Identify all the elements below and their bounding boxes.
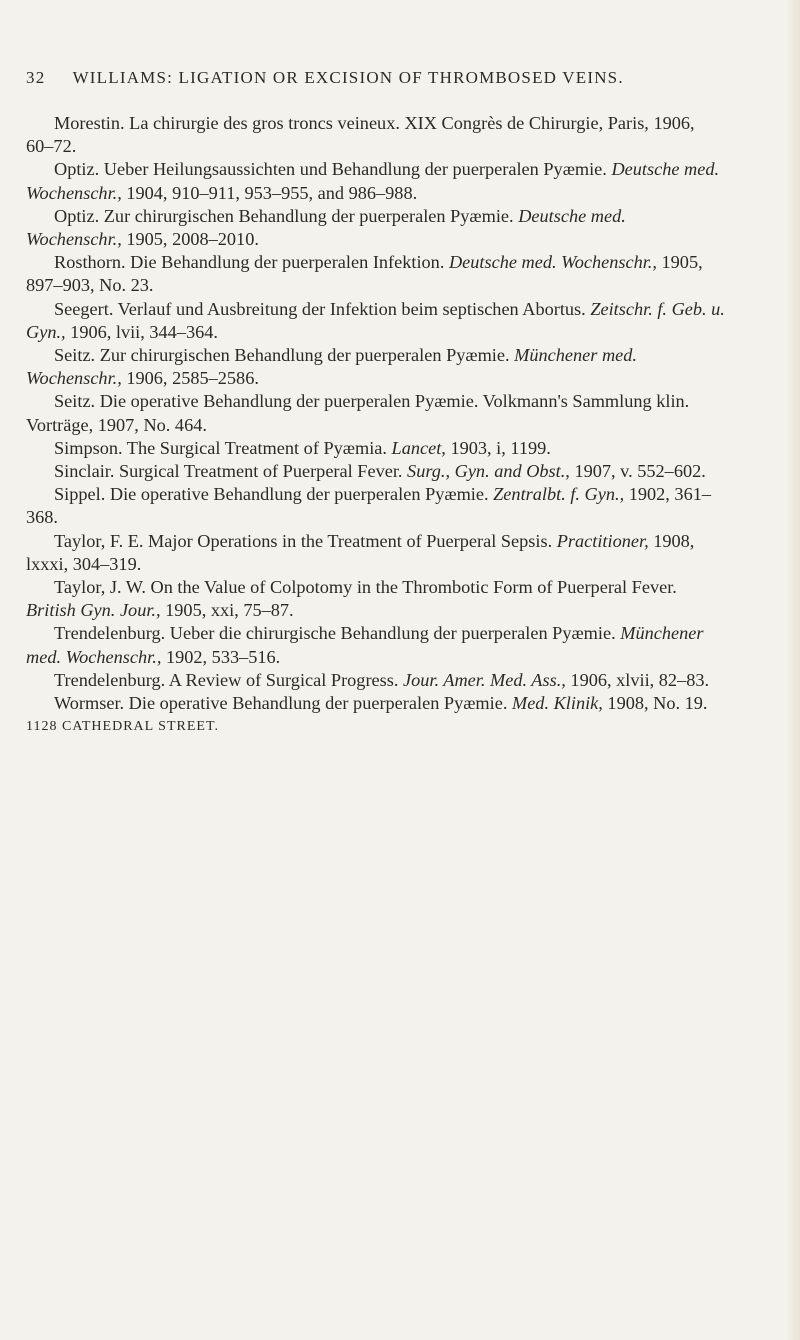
- reference-entry: Sippel. Die operative Behandlung der puerperalen Pyæmie. Zentralbt. f. Gyn., 1902, 361–368.: [26, 484, 711, 528]
- reference-entry: Morestin. La chirurgie des gros troncs veineux. XIX Congrès de Chirurgie, Paris, 1906, 60–72.: [26, 113, 695, 157]
- author-address: 1128 CATHEDRAL STREET.: [26, 719, 219, 735]
- running-title: WILLIAMS: LIGATION OR EXCISION OF THROMBOSED VEINS.: [72, 68, 624, 87]
- reference-entry: Trendelenburg. Ueber die chirurgische Behandlung der puerperalen Pyæmie. Münchener med. Wochenschr., 1902, 533–516.: [26, 623, 704, 667]
- reference-list: [26, 112, 726, 739]
- reference-entry: Seegert. Verlauf und Ausbreitung der Infektion beim septischen Abortus. Zeitschr. f. Geb. u. Gyn., 1906, lvii, 344–364.: [26, 298, 725, 342]
- reference-entry: Sinclair. Surgical Treatment of Puerperal Fever. Surg., Gyn. and Obst., 1907, v. 552–602.: [54, 461, 706, 482]
- page-number: 32: [26, 68, 46, 87]
- reference-entry: Rosthorn. Die Behandlung der puerperalen Infektion. Deutsche med. Wochenschr., 1905, 897–903, No. 23.: [26, 252, 703, 296]
- page-edge-shadow: [786, 0, 800, 1340]
- reference-entry: Seitz. Die operative Behandlung der puerperalen Pyæmie. Volkmann's Sammlung klin. Vorträge, 1907, No. 464.: [26, 391, 690, 435]
- reference-entry: Optiz. Ueber Heilungsaussichten und Behandlung der puerperalen Pyæmie. Deutsche med. Wochenschr., 1904, 910–911, 953–955, and 986–988.: [26, 159, 720, 203]
- reference-entry: Simpson. The Surgical Treatment of Pyæmia. Lancet, 1903, i, 1199.: [54, 437, 551, 458]
- reference-entry: Optiz. Zur chirurgischen Behandlung der puerperalen Pyæmie. Deutsche med. Wochenschr., 1905, 2008–2010.: [26, 205, 626, 250]
- running-head: [26, 68, 726, 88]
- reference-entry: Taylor, F. E. Major Operations in the Treatment of Puerperal Sepsis. Practitioner, 1908, lxxxi, 304–319.: [26, 530, 695, 574]
- reference-entry: Seitz. Zur chirurgischen Behandlung der puerperalen Pyæmie. Münchener med. Wochenschr., 1906, 2585–2586.: [26, 345, 637, 389]
- reference-entry: Wormser. Die operative Behandlung der puerperalen Pyæmie. Med. Klinik, 1908, No. 19.: [54, 693, 708, 714]
- reference-entry: Taylor, J. W. On the Value of Colpotomy in the Thrombotic Form of Puerperal Fever. British Gyn. Jour., 1905, xxi, 75–87.: [26, 577, 677, 621]
- reference-entry: Trendelenburg. A Review of Surgical Progress. Jour. Amer. Med. Ass., 1906, xlvii, 82–83.: [54, 669, 710, 690]
